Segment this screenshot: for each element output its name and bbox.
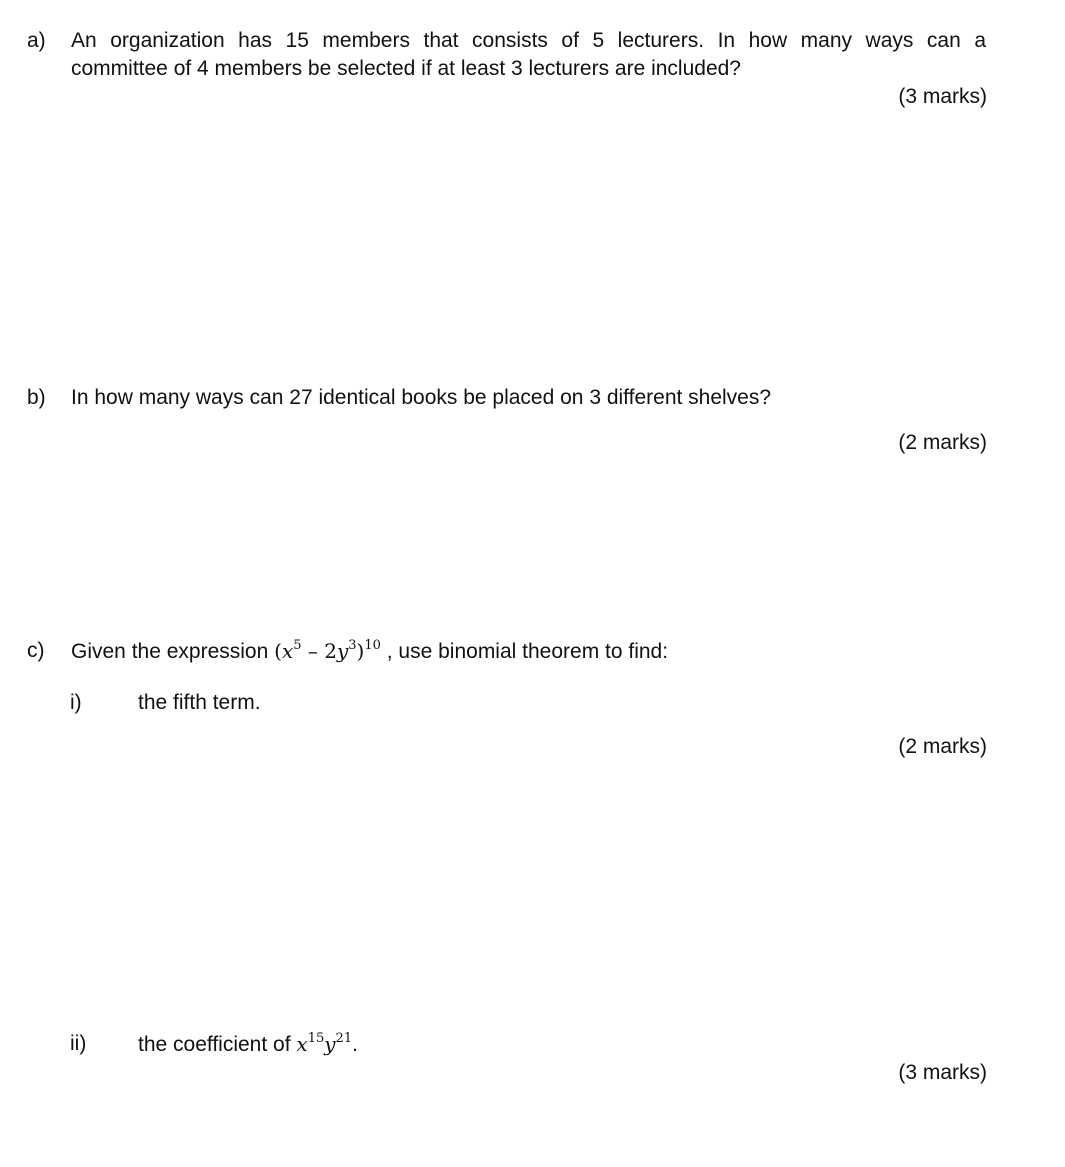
question-a-line-1: An organization has 15 members that consists of 5 lecturers. In how many ways can a [71,29,986,52]
question-a-label: a) [27,29,46,52]
coefficient-term: $x^{15}y^{21}$ [296,1031,353,1056]
part-i-text: the fifth term. [138,691,261,714]
question-b-marks: (2 marks) [898,431,987,454]
question-c-text-after: , use binomial theorem to find: [386,640,669,663]
part-ii-text: the coefficient of $x^{15}y^{21}$. [138,1031,358,1056]
part-i-label: i) [70,691,82,714]
question-c-label: c) [27,639,45,662]
question-c-text-before: Given the expression [71,640,269,663]
part-ii-marks: (3 marks) [898,1061,987,1084]
part-i-marks: (2 marks) [898,735,987,758]
question-a-line-2: committee of 4 members be selected if at least 3 lecturers are included? [71,57,741,80]
question-c-text [71,639,668,664]
binomial-expression: $(x^5 - 2y^3)^{10}$ [274,638,381,663]
question-b-label: b) [27,386,46,409]
part-ii-label: ii) [70,1032,87,1055]
question-a-marks: (3 marks) [898,85,987,108]
question-b-text: In how many ways can 27 identical books be placed on 3 different shelves? [71,386,772,409]
